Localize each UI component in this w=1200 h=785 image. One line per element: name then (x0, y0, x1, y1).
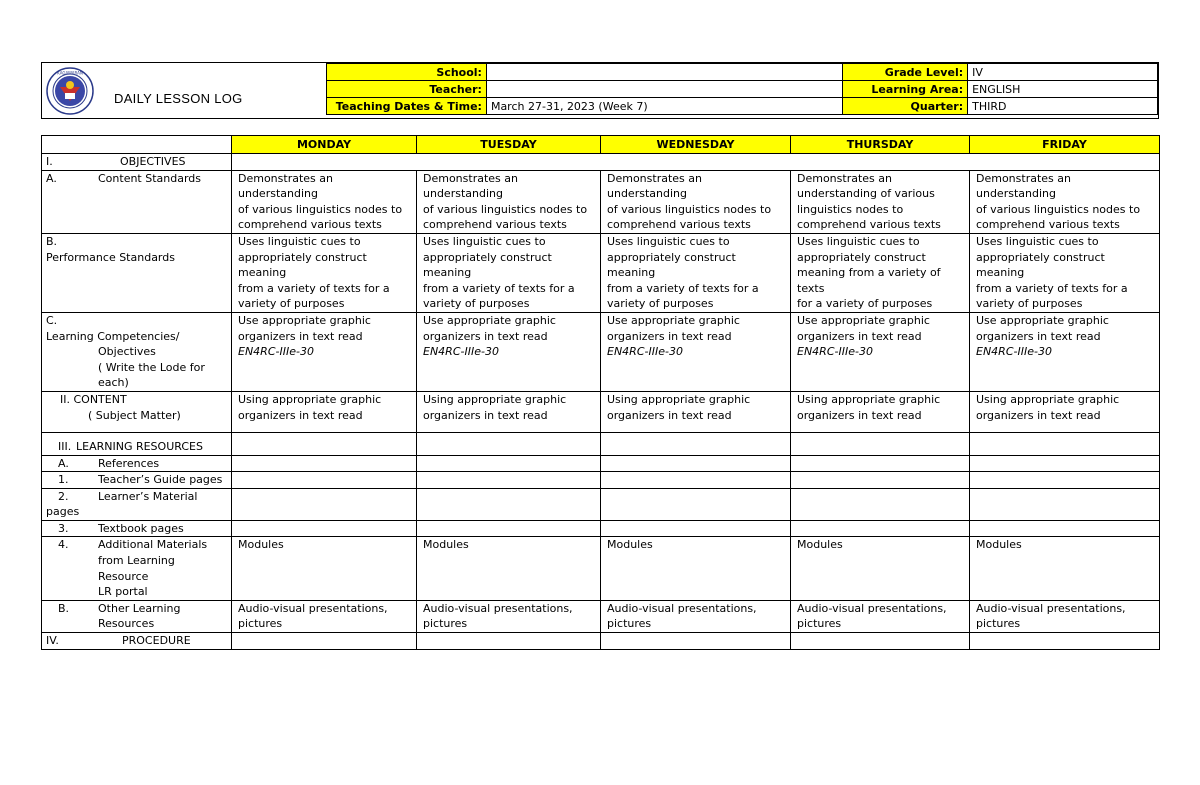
tg-wednesday[interactable] (601, 472, 791, 489)
lm-monday[interactable] (232, 488, 417, 520)
day-tuesday: TUESDAY (417, 136, 601, 154)
other-thursday[interactable]: Audio-visual presentations, pictures (791, 600, 970, 632)
performance-standards-thursday[interactable]: Uses linguistic cues to appropriately construct meaning from a variety of texts for a variety of purposes (791, 233, 970, 312)
objectives-cell[interactable] (232, 154, 1160, 171)
header-logo-area (42, 63, 327, 117)
lm-wednesday[interactable] (601, 488, 791, 520)
tg-monday[interactable] (232, 472, 417, 489)
teaching-dates-label: Teaching Dates & Time: (327, 98, 487, 115)
textbook-row (42, 520, 1160, 537)
learners-material-row (42, 488, 1160, 520)
content-monday[interactable]: Using appropriate graphic organizers in text read (232, 391, 417, 432)
content-standards-label: A. Content Standards (42, 170, 232, 233)
deped-seal-icon (46, 67, 94, 115)
modules-wednesday[interactable]: Modules (601, 537, 791, 600)
content-standards-row (42, 170, 1160, 233)
references-tuesday[interactable] (417, 455, 601, 472)
tg-friday[interactable] (970, 472, 1160, 489)
lesson-log-header (41, 62, 1159, 119)
modules-friday[interactable]: Modules (970, 537, 1160, 600)
objectives-row (42, 154, 1160, 171)
content-standards-tuesday[interactable]: Demonstrates an understanding of various linguistics nodes to comprehend various texts (417, 170, 601, 233)
modules-monday[interactable]: Modules (232, 537, 417, 600)
lesson-log-table (41, 135, 1160, 650)
resources-tuesday[interactable] (417, 432, 601, 455)
other-resources-label: B. Other Learning Resources (42, 600, 232, 632)
performance-standards-monday[interactable]: Uses linguistic cues to appropriately construct meaning from a variety of texts for a variety of purposes (232, 233, 417, 312)
procedure-row (42, 633, 1160, 650)
procedure-monday[interactable] (232, 633, 417, 650)
teaching-dates-value[interactable]: March 27-31, 2023 (Week 7) (486, 98, 842, 115)
learning-competencies-row (42, 312, 1160, 391)
days-header-row (42, 136, 1160, 154)
lm-friday[interactable] (970, 488, 1160, 520)
day-thursday: THURSDAY (791, 136, 970, 154)
learning-competencies-label: C.Learning Competencies/ Objectives ( Write the Lode for each) (42, 312, 232, 391)
other-tuesday[interactable]: Audio-visual presentations, pictures (417, 600, 601, 632)
competencies-tuesday[interactable]: Use appropriate graphic organizers in text read EN4RC-IIIe-30 (417, 312, 601, 391)
school-value[interactable] (486, 64, 842, 81)
lm-tuesday[interactable] (417, 488, 601, 520)
resources-monday[interactable] (232, 432, 417, 455)
lm-thursday[interactable] (791, 488, 970, 520)
tb-wednesday[interactable] (601, 520, 791, 537)
resources-thursday[interactable] (791, 432, 970, 455)
content-wednesday[interactable]: Using appropriate graphic organizers in text read (601, 391, 791, 432)
tb-friday[interactable] (970, 520, 1160, 537)
content-standards-friday[interactable]: Demonstrates an understanding of various linguistics nodes to comprehend various texts (970, 170, 1160, 233)
day-wednesday: WEDNESDAY (601, 136, 791, 154)
competency-code: EN4RC-IIIe-30 (423, 345, 499, 359)
header-info-table (326, 63, 1158, 115)
quarter-value[interactable]: THIRD (968, 98, 1158, 115)
quarter-label: Quarter: (843, 98, 968, 115)
modules-thursday[interactable]: Modules (791, 537, 970, 600)
textbook-label: 3. Textbook pages (42, 520, 232, 537)
content-tuesday[interactable]: Using appropriate graphic organizers in text read (417, 391, 601, 432)
content-standards-thursday[interactable]: Demonstrates an understanding of various linguistics nodes to comprehend various texts (791, 170, 970, 233)
additional-materials-label: 4. Additional Materials from Learning Resource LR portal (42, 537, 232, 600)
competency-code: EN4RC-IIIe-30 (238, 345, 314, 359)
procedure-thursday[interactable] (791, 633, 970, 650)
performance-standards-row (42, 233, 1160, 312)
performance-standards-wednesday[interactable]: Uses linguistic cues to appropriately construct meaning from a variety of texts for a variety of purposes (601, 233, 791, 312)
teachers-guide-row (42, 472, 1160, 489)
competency-code: EN4RC-IIIe-30 (797, 345, 873, 359)
learning-resources-label: III. LEARNING RESOURCES (42, 432, 232, 455)
performance-standards-tuesday[interactable]: Uses linguistic cues to appropriately construct meaning from a variety of texts for a variety of purposes (417, 233, 601, 312)
learning-area-label: Learning Area: (843, 81, 968, 98)
competencies-monday[interactable]: Use appropriate graphic organizers in text read EN4RC-IIIe-30 (232, 312, 417, 391)
references-thursday[interactable] (791, 455, 970, 472)
resources-friday[interactable] (970, 432, 1160, 455)
school-label: School: (327, 64, 487, 81)
content-thursday[interactable]: Using appropriate graphic organizers in text read (791, 391, 970, 432)
content-standards-wednesday[interactable]: Demonstrates an understanding of various linguistics nodes to comprehend various texts (601, 170, 791, 233)
tg-thursday[interactable] (791, 472, 970, 489)
tb-monday[interactable] (232, 520, 417, 537)
learning-area-value[interactable]: ENGLISH (968, 81, 1158, 98)
competencies-wednesday[interactable]: Use appropriate graphic organizers in text read EN4RC-IIIe-30 (601, 312, 791, 391)
other-monday[interactable]: Audio-visual presentations, pictures (232, 600, 417, 632)
learners-material-label: 2. Learner’s Material pages (42, 488, 232, 520)
tg-tuesday[interactable] (417, 472, 601, 489)
references-label: A. References (42, 455, 232, 472)
procedure-tuesday[interactable] (417, 633, 601, 650)
references-wednesday[interactable] (601, 455, 791, 472)
content-standards-monday[interactable]: Demonstrates an understanding of various linguistics nodes to comprehend various texts (232, 170, 417, 233)
tb-thursday[interactable] (791, 520, 970, 537)
day-monday: MONDAY (232, 136, 417, 154)
competencies-thursday[interactable]: Use appropriate graphic organizers in text read EN4RC-IIIe-30 (791, 312, 970, 391)
resources-wednesday[interactable] (601, 432, 791, 455)
tb-tuesday[interactable] (417, 520, 601, 537)
teacher-value[interactable] (486, 81, 842, 98)
competency-code: EN4RC-IIIe-30 (976, 345, 1052, 359)
grade-level-label: Grade Level: (843, 64, 968, 81)
additional-materials-row (42, 537, 1160, 600)
competencies-friday[interactable]: Use appropriate graphic organizers in text read EN4RC-IIIe-30 (970, 312, 1160, 391)
blank-corner-cell (42, 136, 232, 154)
references-row (42, 455, 1160, 472)
competency-code: EN4RC-IIIe-30 (607, 345, 683, 359)
other-wednesday[interactable]: Audio-visual presentations, pictures (601, 600, 791, 632)
performance-standards-friday[interactable]: Uses linguistic cues to appropriately construct meaning from a variety of texts for a variety of purposes (970, 233, 1160, 312)
modules-tuesday[interactable]: Modules (417, 537, 601, 600)
content-friday[interactable]: Using appropriate graphic organizers in text read (970, 391, 1160, 432)
svg-text:KAGAWARAN: KAGAWARAN (57, 70, 83, 76)
procedure-wednesday[interactable] (601, 633, 791, 650)
teacher-label: Teacher: (327, 81, 487, 98)
objectives-label: I. OBJECTIVES (42, 154, 232, 171)
content-row (42, 391, 1160, 432)
references-monday[interactable] (232, 455, 417, 472)
learning-resources-row (42, 432, 1160, 455)
procedure-label: IV. PROCEDURE (42, 633, 232, 650)
grade-level-value[interactable]: IV (968, 64, 1158, 81)
procedure-friday[interactable] (970, 633, 1160, 650)
references-friday[interactable] (970, 455, 1160, 472)
performance-standards-label: B.Performance Standards (42, 233, 232, 312)
page-title: DAILY LESSON LOG (114, 91, 243, 106)
teachers-guide-label: 1. Teacher’s Guide pages (42, 472, 232, 489)
other-friday[interactable]: Audio-visual presentations, pictures (970, 600, 1160, 632)
content-label: II. CONTENT ( Subject Matter) (42, 391, 232, 432)
day-friday: FRIDAY (970, 136, 1160, 154)
other-resources-row (42, 600, 1160, 632)
